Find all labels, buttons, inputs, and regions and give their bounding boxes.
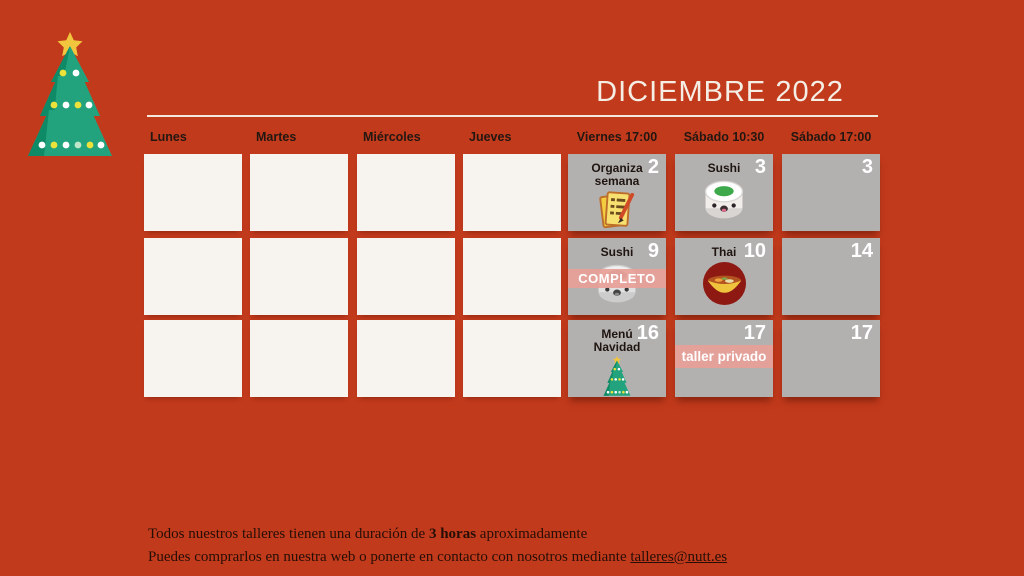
- christmas-tree-icon: [20, 32, 120, 160]
- calendar-cell-menu-navidad[interactable]: [568, 320, 666, 397]
- calendar-cell-empty: [463, 154, 561, 231]
- footer-line-2: [148, 546, 727, 569]
- day-number: 17: [850, 322, 873, 344]
- calendar-cell-sushi-completo[interactable]: [568, 238, 666, 315]
- calendar-cell-empty: [357, 154, 455, 231]
- day-number: 3: [754, 156, 766, 178]
- calendar-cell-taller-privado[interactable]: [675, 320, 773, 397]
- divider-line: [147, 115, 878, 117]
- calendar-cell-thai[interactable]: [675, 238, 773, 315]
- header-martes: Martes: [256, 130, 297, 144]
- footer-text: Puedes comprarlos en nuestra web o ponerte en contacto con nosotros mediante: [148, 549, 631, 565]
- calendar-cell-empty: [144, 154, 242, 231]
- thai-bowl-icon: [702, 261, 747, 306]
- calendar-cell-empty: [250, 238, 348, 315]
- calendar-cell-empty: [250, 320, 348, 397]
- header-viernes-1700: Viernes 17:00: [576, 130, 658, 144]
- event-title: Sushi: [600, 245, 634, 259]
- event-title: Thai: [711, 245, 737, 259]
- christmas-tree-icon: [597, 356, 637, 397]
- footer-text: aproximadamente: [476, 526, 588, 542]
- calendar-cell-day-3: [782, 154, 880, 231]
- sushi-icon: [700, 177, 748, 221]
- day-number: 10: [743, 240, 766, 262]
- calendar-cell-organiza-semana[interactable]: [568, 154, 666, 231]
- header-miercoles: Miércoles: [363, 130, 421, 144]
- status-banner-completo: COMPLETO: [568, 269, 666, 288]
- calendar-cell-sushi-3[interactable]: [675, 154, 773, 231]
- calendar-cell-empty: [463, 320, 561, 397]
- contact-email-link[interactable]: talleres@nutt.es: [630, 549, 728, 565]
- footer-duration-bold: 3 horas: [428, 526, 477, 542]
- event-title: Sushi: [707, 161, 741, 175]
- day-number: 3: [861, 156, 873, 178]
- header-jueves: Jueves: [469, 130, 512, 144]
- header-lunes: Lunes: [150, 130, 187, 144]
- day-number: 17: [743, 322, 766, 344]
- calendar-cell-empty: [357, 320, 455, 397]
- footer-notes: [148, 523, 727, 569]
- day-number: 2: [647, 156, 659, 178]
- event-title: Menú Navidad: [593, 327, 641, 354]
- header-sabado-1700: Sábado 17:00: [790, 130, 872, 144]
- day-number: 14: [850, 240, 873, 262]
- calendar-cell-empty: [250, 154, 348, 231]
- calendar-cell-empty: [144, 238, 242, 315]
- page-title: DICIEMBRE 2022: [596, 76, 844, 108]
- calendar-cell-empty: [463, 238, 561, 315]
- calendar-cell-empty: [357, 238, 455, 315]
- status-banner-taller-privado: taller privado: [675, 345, 773, 368]
- calendar-cell-empty: [144, 320, 242, 397]
- calendar-cell-day-14: [782, 238, 880, 315]
- event-title: Organiza semana: [591, 161, 643, 188]
- footer-line-1: [148, 523, 727, 546]
- day-number: 9: [647, 240, 659, 262]
- day-number: 16: [636, 322, 659, 344]
- notepad-pencil-icon: [598, 190, 636, 230]
- footer-text: Todos nuestros talleres tienen una duración de: [148, 526, 429, 542]
- header-sabado-1030: Sábado 10:30: [683, 130, 765, 144]
- calendar-cell-day-17: [782, 320, 880, 397]
